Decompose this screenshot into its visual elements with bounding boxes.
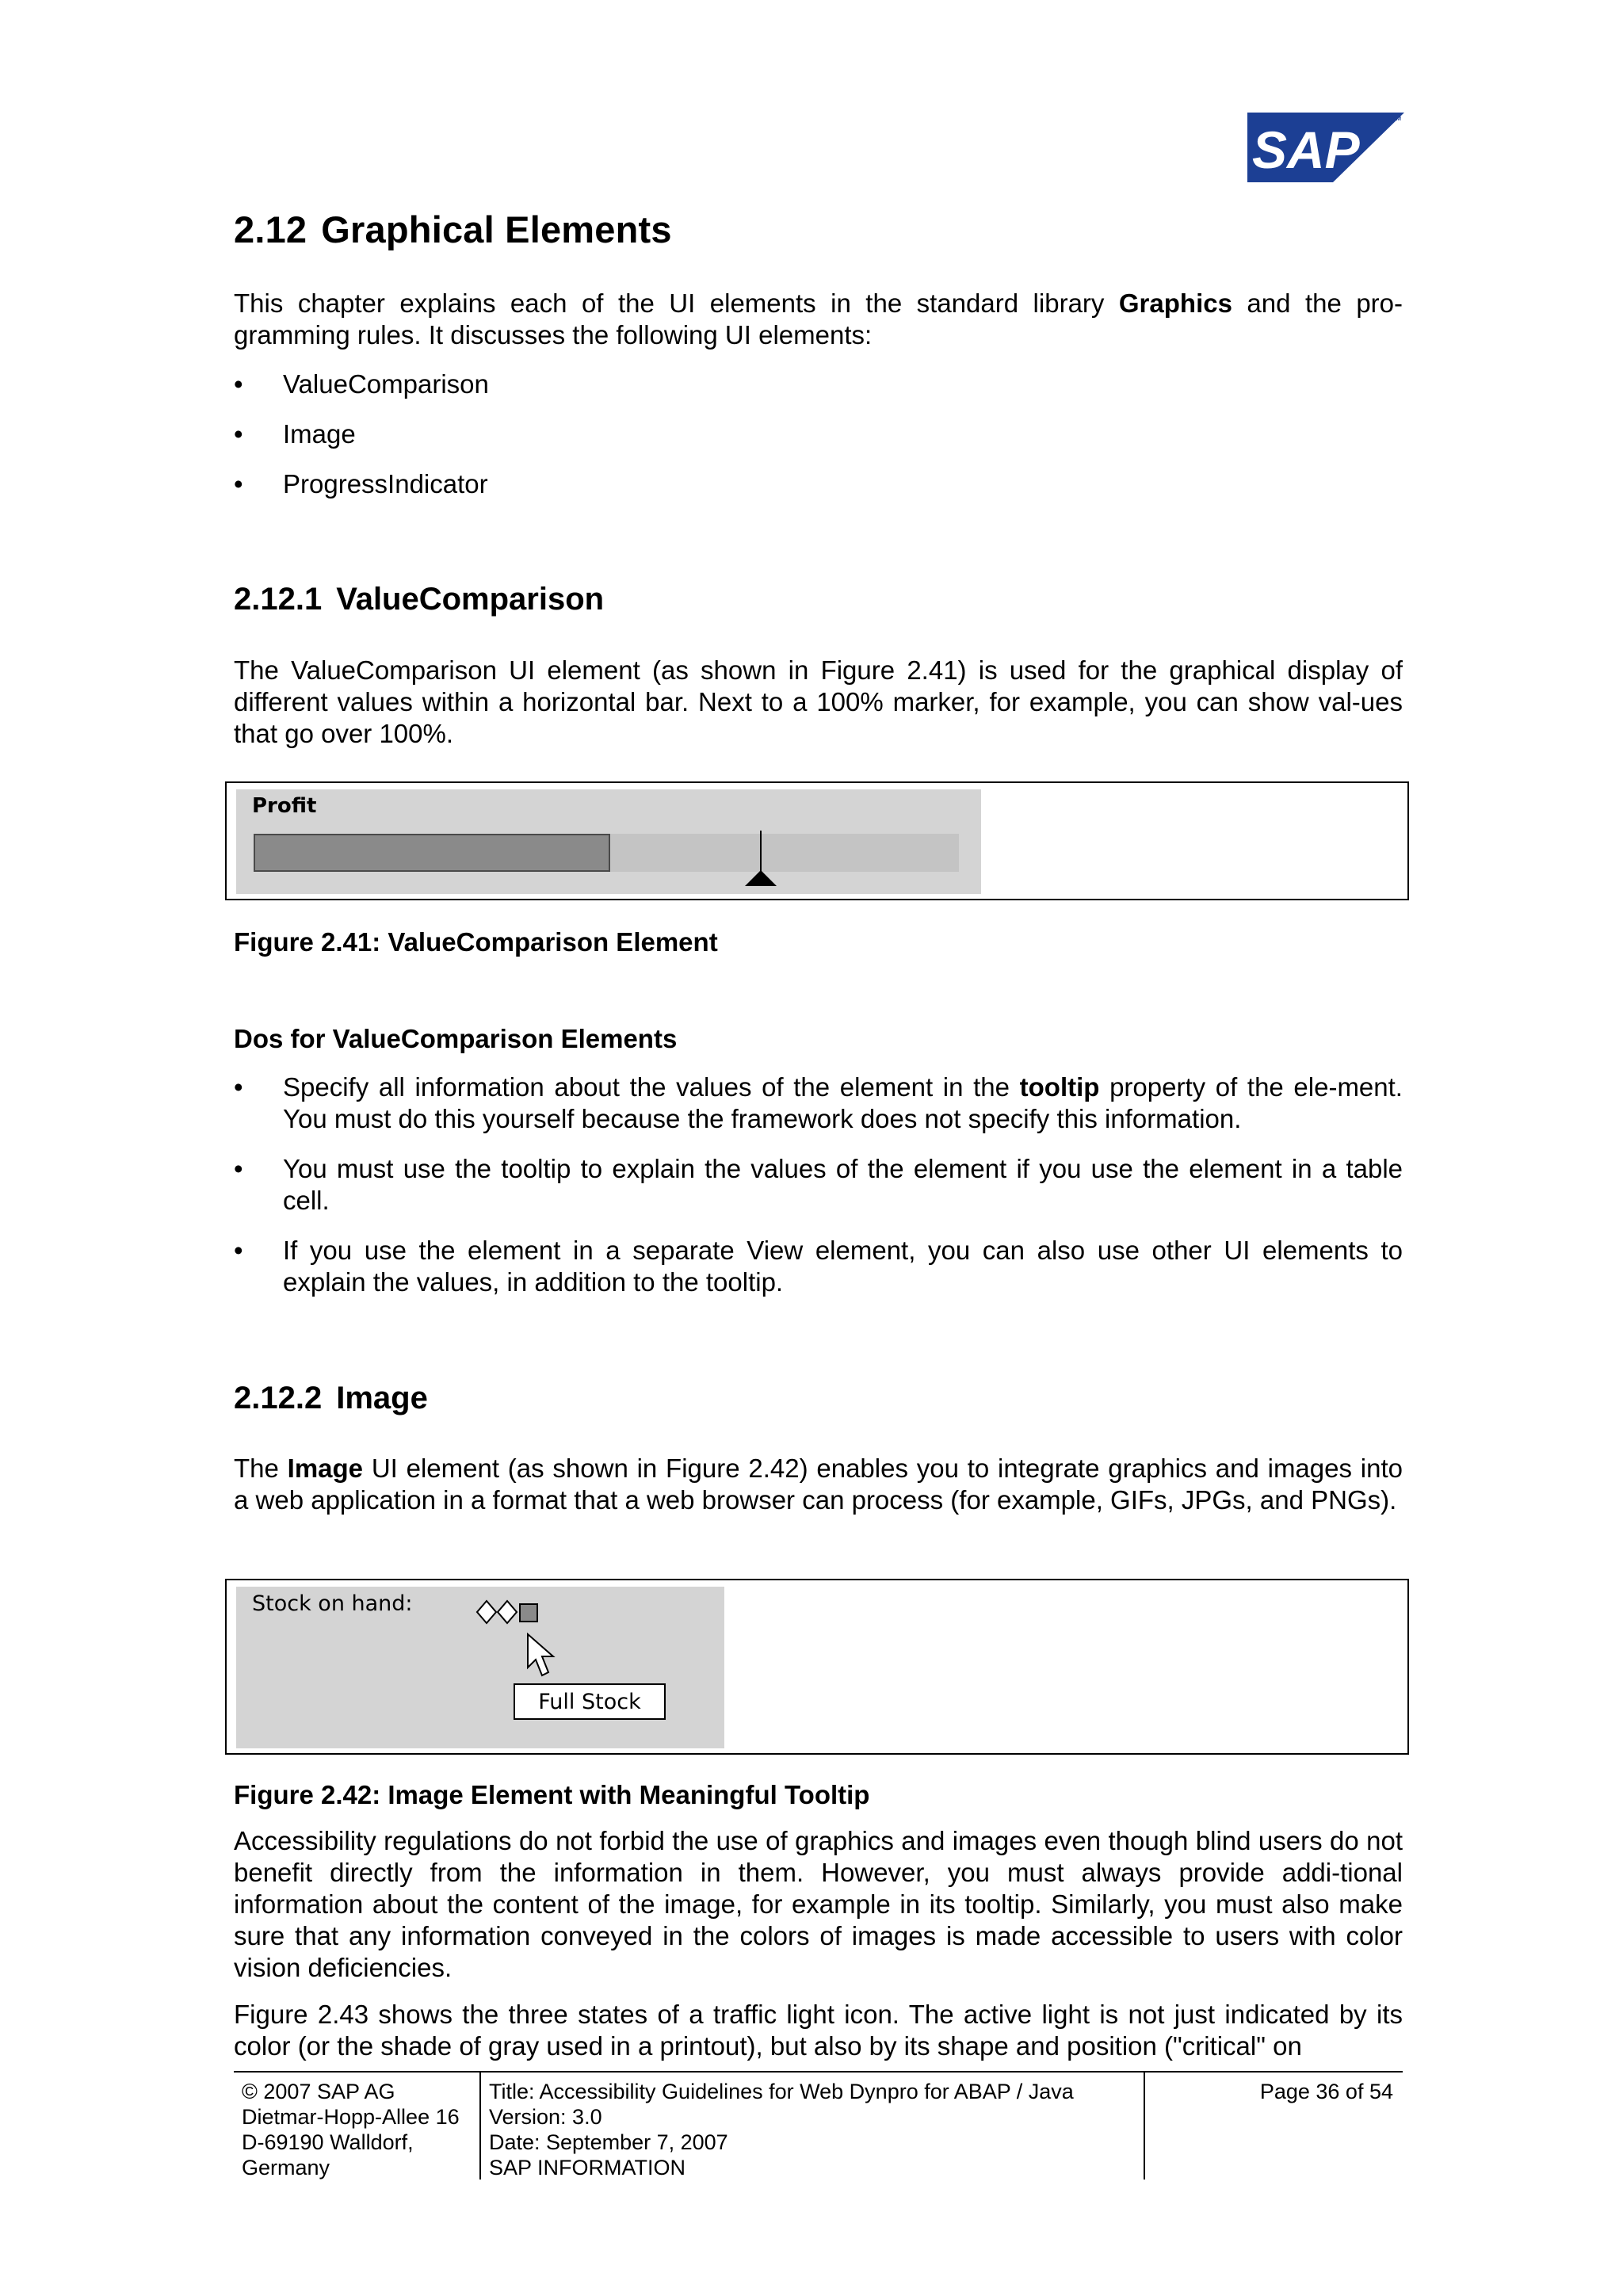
full-stock-tooltip: Full Stock: [514, 1683, 666, 1720]
sap-logo-text: SAP: [1252, 120, 1360, 179]
list-item: • ValueComparison: [234, 369, 1403, 400]
value-bar-fill: [254, 834, 610, 872]
footer-page-number: Page 36 of 54: [1144, 2073, 1403, 2179]
accessibility-paragraph: Accessibility regulations do not forbid the use of graphics and images even though blind users do not benefit directly from the information in them. However, you must always provide addi-tional information about the content of the image, for example in its tooltip. Similarly, you must also make sure that any information conveyed in the colors of images is made accessible to users with color vision deficiencies.: [234, 1826, 1403, 1982]
figure-image: [225, 1579, 1409, 1755]
list-item: • ProgressIndicator: [234, 468, 1403, 500]
valuecomparison-panel: [236, 789, 981, 894]
mouse-cursor-icon: [525, 1633, 556, 1679]
dos-heading: Dos for ValueComparison Elements: [234, 1024, 678, 1053]
profit-label: Profit: [252, 794, 317, 818]
marker-triangle-icon: [743, 869, 778, 888]
page-footer: [234, 2071, 1403, 2179]
image-panel: [236, 1587, 724, 1748]
list-item: • Image: [234, 418, 1403, 450]
list-item: • If you use the element in a separate View element, you can also use other UI elements to explain the values, in addition to the tooltip.: [234, 1235, 1403, 1298]
figure-caption-2-41: Figure 2.41: ValueComparison Element: [234, 927, 718, 957]
footer-address: © 2007 SAP AG Dietmar-Hopp-Allee 16 D-69190 Walldorf, Germany: [242, 2080, 460, 2179]
footer-document-info: Title: Accessibility Guidelines for Web Dynpro for ABAP / Java Version: 3.0 Date: September 7, 2007 SAP INFORMATION: [479, 2073, 1144, 2179]
list-item: • Specify all information about the values of the element in the tooltip property of the ele-ment. You must do this yourself because the framework does not specify this information.: [234, 1072, 1403, 1135]
subsection-title-valuecomparison: 2.12.1 ValueComparison: [234, 582, 605, 617]
subsection-title-image: 2.12.2 Image: [234, 1381, 428, 1415]
dos-list: [234, 1072, 1403, 1298]
image-paragraph: The Image UI element (as shown in Figure 2.42) enables you to integrate graphics and images into a web application in a format that a web browser can process (for example, GIFs, JPGs, and PNGs).: [234, 1454, 1403, 1515]
stock-label: Stock on hand:: [252, 1591, 413, 1616]
section-title-text: Graphical Elements: [321, 208, 672, 250]
sap-logo-tm: ™: [1392, 114, 1402, 126]
valuecomparison-paragraph: The ValueComparison UI element (as shown in Figure 2.41) is used for the graphical display of different values within a horizontal bar. Next to a 100% marker, for example, you can show val-ues that go over 100%.: [234, 655, 1403, 748]
section-title: [234, 208, 672, 251]
traffic-light-paragraph: Figure 2.43 shows the three states of a traffic light icon. The active light is not just indicated by its color (or the shade of gray used in a printout), but also by its shape and position ("critical" on: [234, 2000, 1403, 2061]
intro-paragraph: This chapter explains each of the UI elements in the standard library Graphics and the pro-gramming rules. It discusses the following UI elements:: [234, 288, 1403, 350]
sap-logo: [1247, 111, 1404, 184]
section-number: 2.12: [234, 208, 307, 250]
stock-level-icon: [474, 1598, 553, 1626]
figure-caption-2-42: Figure 2.42: Image Element with Meaningful Tooltip: [234, 1780, 870, 1809]
list-item: • You must use the tooltip to explain the values of the element if you use the element in a table cell.: [234, 1153, 1403, 1217]
figure-valuecomparison: [225, 781, 1409, 900]
element-list: [234, 369, 1403, 500]
